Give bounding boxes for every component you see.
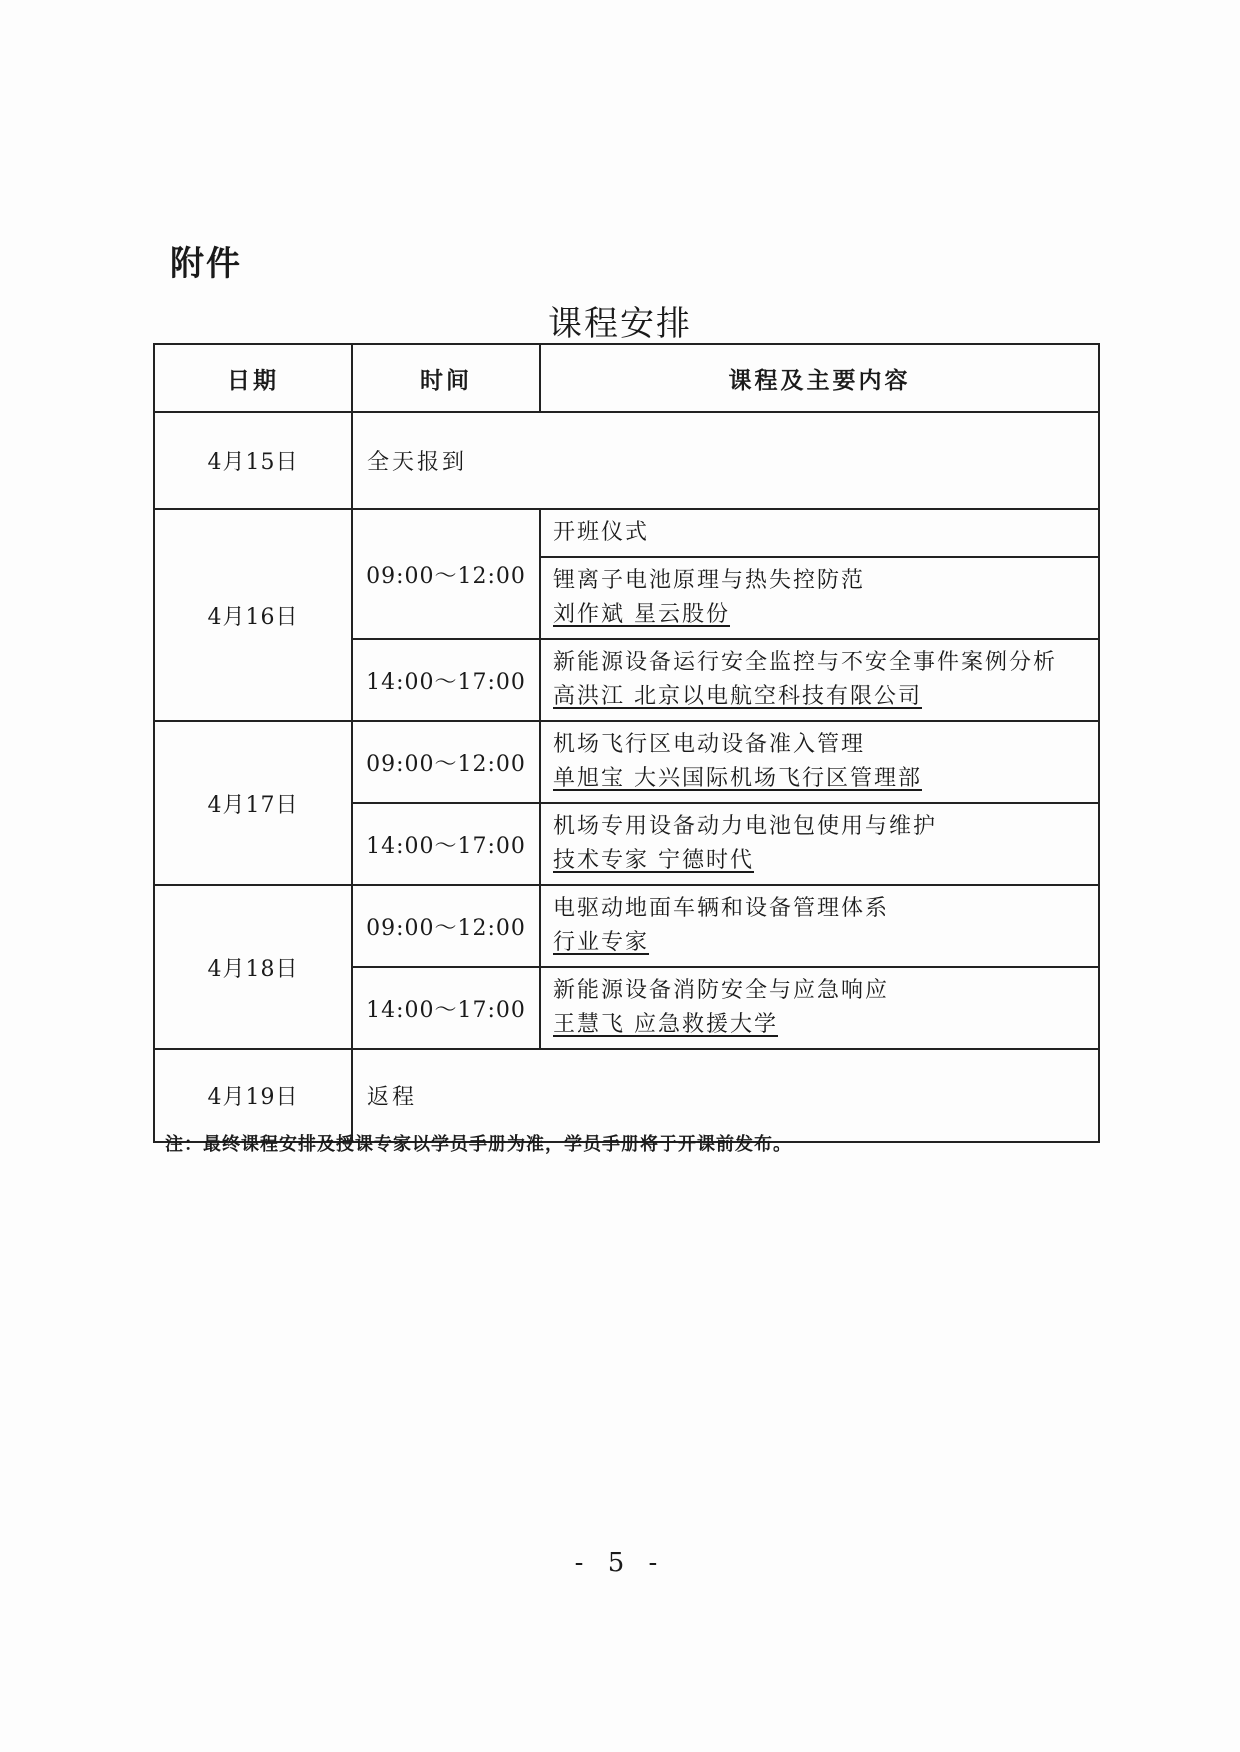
- attachment-label: 附件: [170, 244, 242, 284]
- content-cell: [540, 803, 1099, 885]
- header-date: 日期: [154, 344, 352, 412]
- course-title: 锂离子电池原理与热失控防范: [553, 568, 866, 593]
- header-content: 课程及主要内容: [540, 344, 1099, 412]
- table-row: [154, 412, 1099, 509]
- table-header-row: [154, 344, 1099, 412]
- course-speaker: 技术专家 宁德时代: [553, 848, 754, 873]
- date-cell: 4月16日: [154, 509, 352, 721]
- content-cell: [540, 967, 1099, 1049]
- page-number: - 5 -: [574, 1548, 666, 1578]
- date-cell: 4月19日: [154, 1049, 352, 1142]
- date-cell: 4月18日: [154, 885, 352, 1049]
- header-time: 时间: [352, 344, 540, 412]
- table-row: [154, 885, 1099, 967]
- course-speaker: 单旭宝 大兴国际机场飞行区管理部: [553, 766, 922, 791]
- time-cell: 14:00～17:00: [352, 803, 540, 885]
- time-cell: 09:00～12:00: [352, 721, 540, 803]
- time-cell: 09:00～12:00: [352, 509, 540, 639]
- table-row: [154, 721, 1099, 803]
- content-cell: [540, 885, 1099, 967]
- page-title: 课程安排: [548, 304, 692, 344]
- table-row: [154, 1049, 1099, 1142]
- table-row: [154, 509, 1099, 557]
- course-speaker: 王慧飞 应急救援大学: [553, 1012, 778, 1037]
- course-speaker: 刘作斌 星云股份: [553, 602, 730, 627]
- course-speaker: 高洪江 北京以电航空科技有限公司: [553, 684, 922, 709]
- content-cell: [540, 721, 1099, 803]
- content-cell: [540, 557, 1099, 639]
- course-title: 机场飞行区电动设备准入管理: [553, 732, 866, 757]
- course-title: 电驱动地面车辆和设备管理体系: [553, 896, 890, 921]
- time-cell: 14:00～17:00: [352, 967, 540, 1049]
- content-cell: [540, 639, 1099, 721]
- course-title: 开班仪式: [553, 520, 650, 545]
- course-speaker: 行业专家: [553, 930, 650, 955]
- time-cell: 14:00～17:00: [352, 639, 540, 721]
- content-cell: [540, 509, 1099, 557]
- footnote: 注：最终课程安排及授课专家以学员手册为准，学员手册将于开课前发布。: [165, 1134, 792, 1155]
- course-title: 机场专用设备动力电池包使用与维护: [553, 814, 938, 839]
- date-cell: 4月15日: [154, 412, 352, 509]
- course-title: 新能源设备运行安全监控与不安全事件案例分析: [553, 650, 1058, 675]
- course-title: 新能源设备消防安全与应急响应: [553, 978, 890, 1003]
- content-cell: 返程: [352, 1049, 1099, 1142]
- time-cell: 09:00～12:00: [352, 885, 540, 967]
- schedule-table: [153, 343, 1100, 1143]
- date-cell: 4月17日: [154, 721, 352, 885]
- content-cell: 全天报到: [352, 412, 1099, 509]
